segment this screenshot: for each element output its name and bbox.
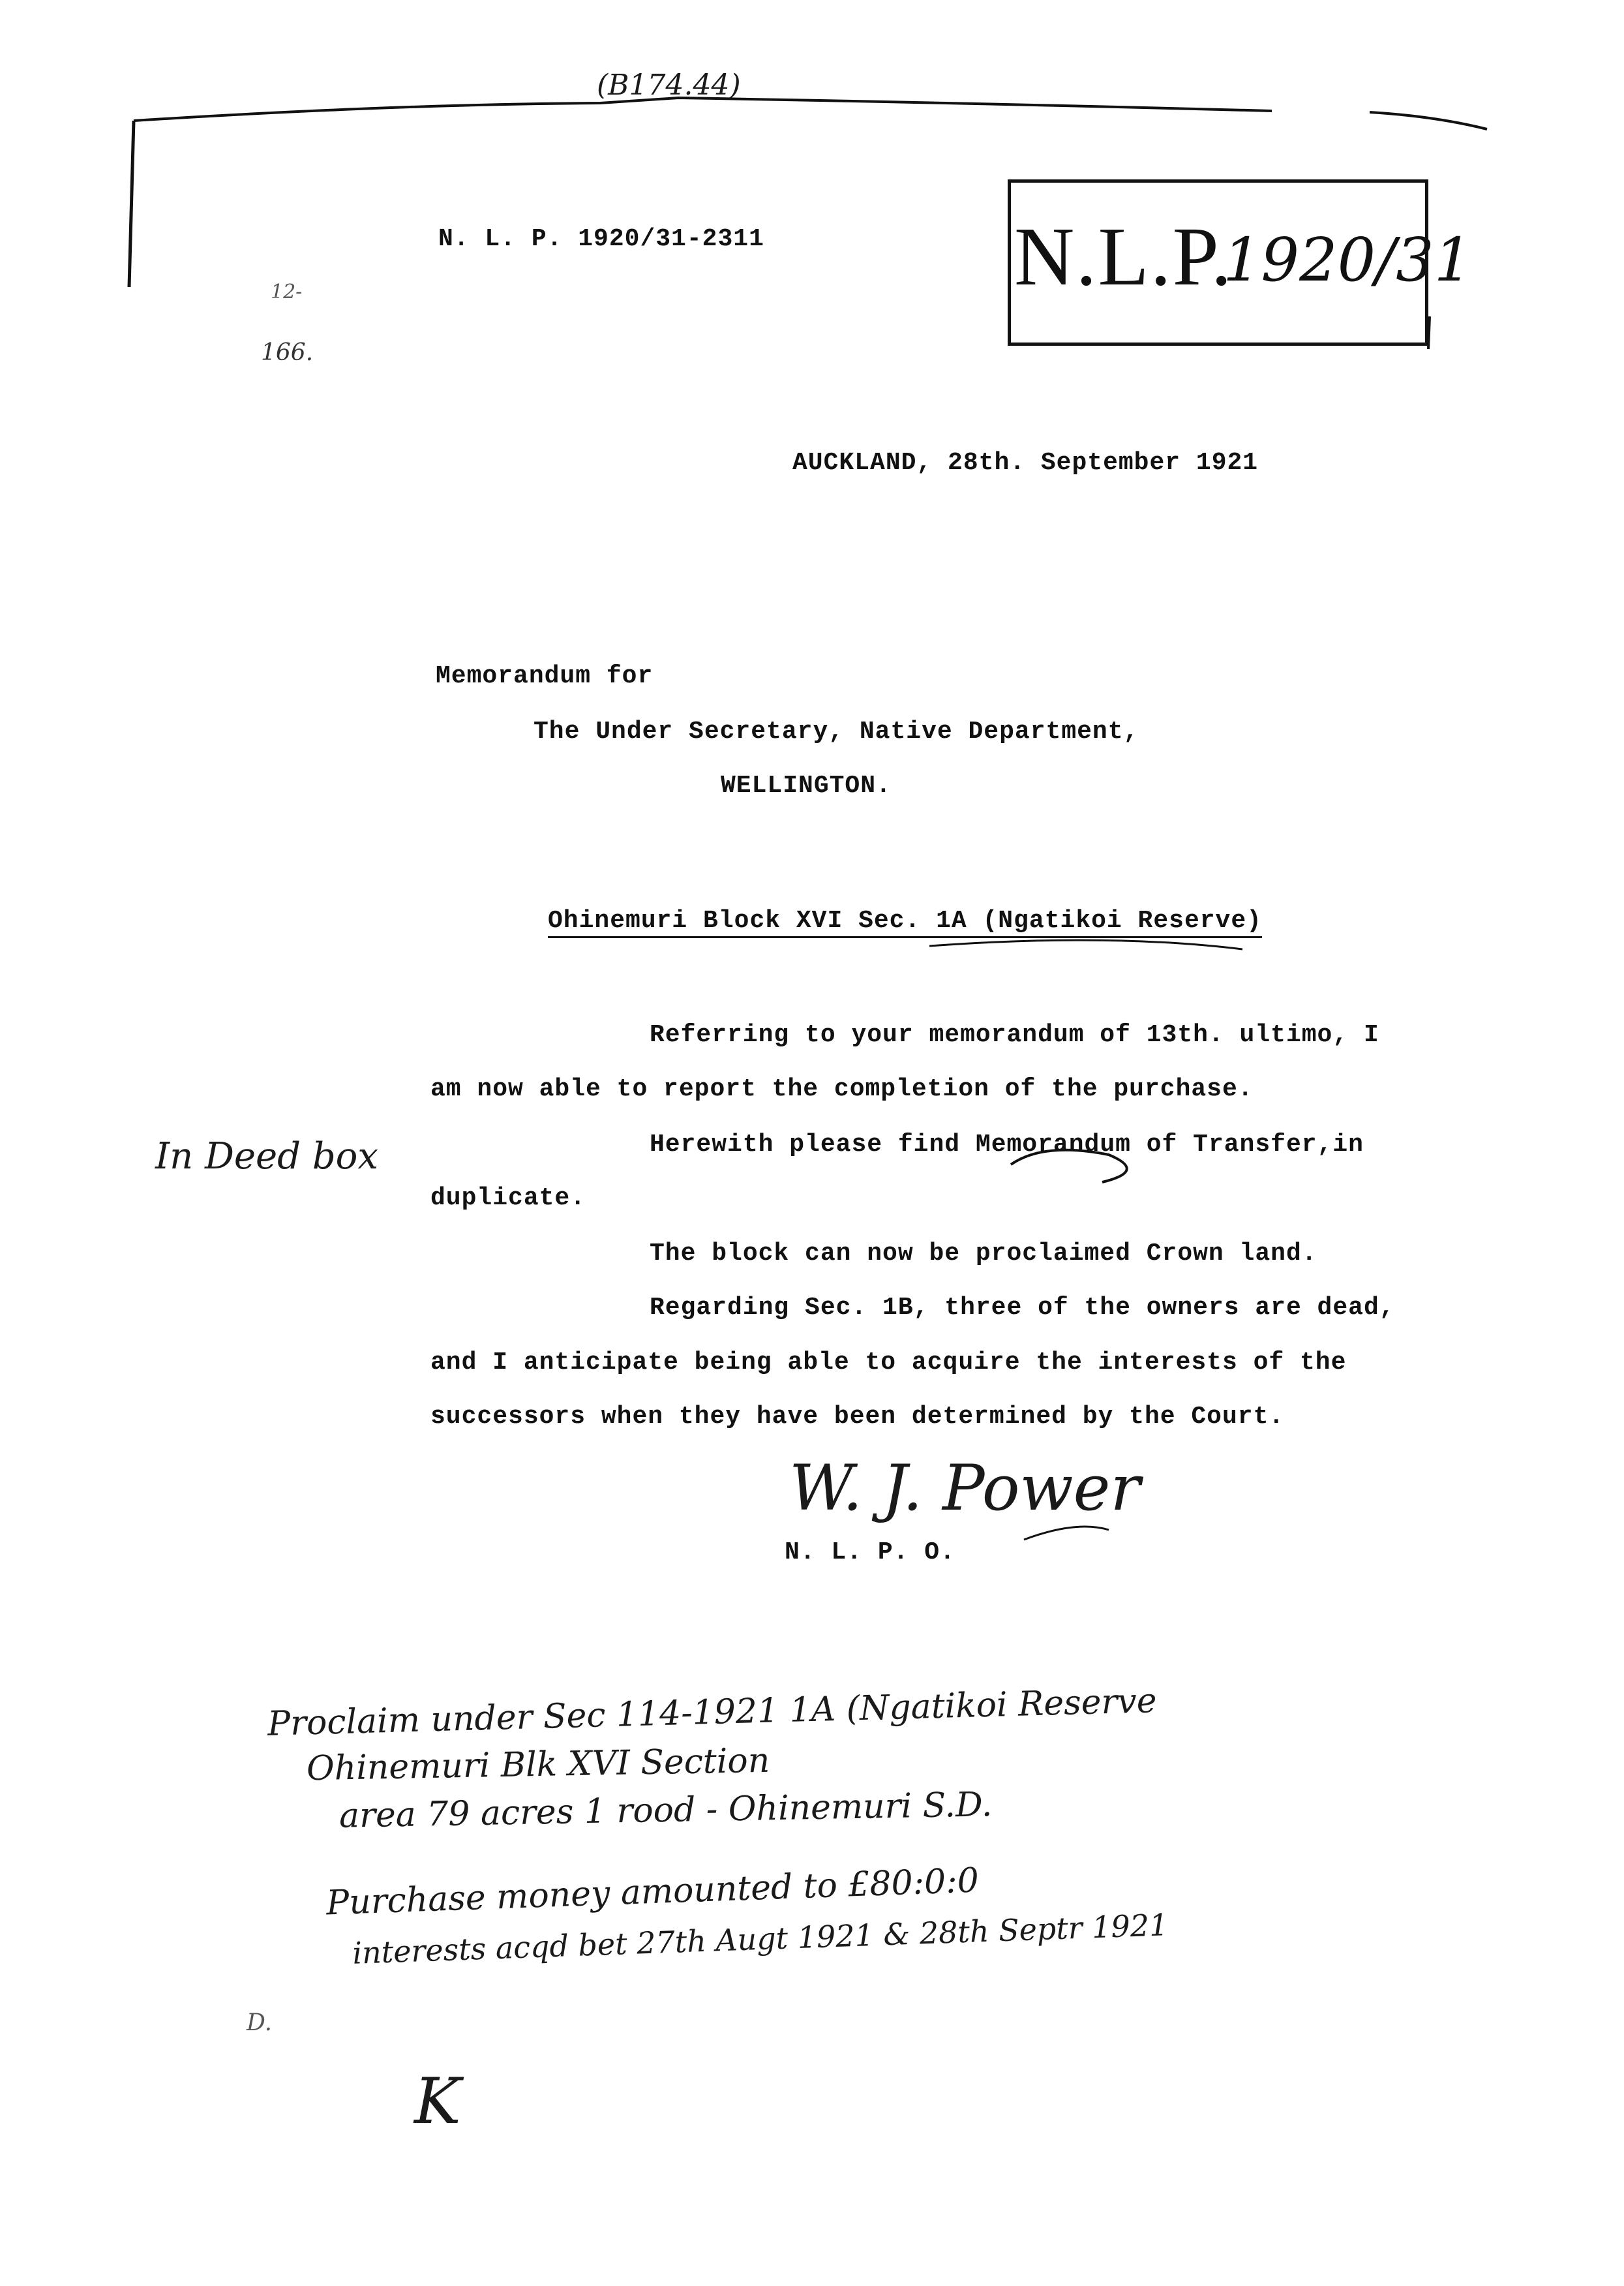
handwritten-note-line-2: Ohinemuri Blk XVI Section bbox=[306, 1741, 770, 1789]
addressee-line-1: Memorandum for bbox=[436, 662, 654, 690]
body-line-3-prefix: Herewith please find bbox=[650, 1131, 976, 1159]
signature: W. J. Power bbox=[789, 1452, 1141, 1525]
body-line-2: am now able to report the completion of the purchase. bbox=[430, 1075, 1254, 1103]
body-line-3 bbox=[650, 1131, 1364, 1159]
body-line-6: Regarding Sec. 1B, three of the owners are dead, bbox=[650, 1294, 1395, 1322]
body-line-7: and I anticipate being able to acquire the interests of the bbox=[430, 1349, 1347, 1377]
body-line-4: duplicate. bbox=[430, 1184, 586, 1212]
body-line-1: Referring to your memorandum of 13th. ultimo, I bbox=[650, 1021, 1379, 1049]
handwritten-note-line-3: area 79 acres 1 rood - Ohinemuri S.D. bbox=[338, 1785, 993, 1836]
body-line-3-underlined: Memorandum of bbox=[975, 1131, 1178, 1159]
handwritten-note-line-5: interests acqd bet 27th Augt 1921 & 28th Septr 1921 bbox=[352, 1907, 1169, 1971]
body-line-8: successors when they have been determined by the Court. bbox=[430, 1403, 1285, 1431]
date-line: AUCKLAND, 28th. September 1921 bbox=[792, 449, 1259, 477]
body-line-3-suffix: Transfer,in bbox=[1177, 1131, 1364, 1159]
margin-note-top-a: 12- bbox=[271, 281, 303, 303]
addressee-line-2: The Under Secretary, Native Department, bbox=[534, 718, 1139, 746]
signature-title: N. L. P. O. bbox=[785, 1538, 955, 1566]
file-stamp-printed: N.L.P. bbox=[1014, 210, 1233, 303]
bottom-mark-1: D. bbox=[247, 2009, 273, 2036]
top-annotation: (B174.44) bbox=[597, 69, 741, 102]
reference-number: N. L. P. 1920/31-2311 bbox=[438, 225, 764, 253]
subject-line: Ohinemuri Block XVI Sec. 1A (Ngatikoi Reserve) bbox=[548, 907, 1262, 938]
margin-note-top-b: 166. bbox=[261, 339, 314, 366]
file-stamp-handwritten: 1920/31 bbox=[1223, 225, 1473, 295]
body-line-5: The block can now be proclaimed Crown land. bbox=[650, 1240, 1317, 1268]
handwritten-note-line-1: Proclaim under Sec 114-1921 1A (Ngatikoi Reserve bbox=[267, 1681, 1158, 1744]
margin-note-deed-box: In Deed box bbox=[155, 1135, 378, 1178]
bottom-mark-2: K bbox=[414, 2065, 461, 2138]
handwritten-note-line-4: Purchase money amounted to £80:0:0 bbox=[325, 1861, 980, 1923]
addressee-line-3: WELLINGTON. bbox=[721, 772, 892, 800]
